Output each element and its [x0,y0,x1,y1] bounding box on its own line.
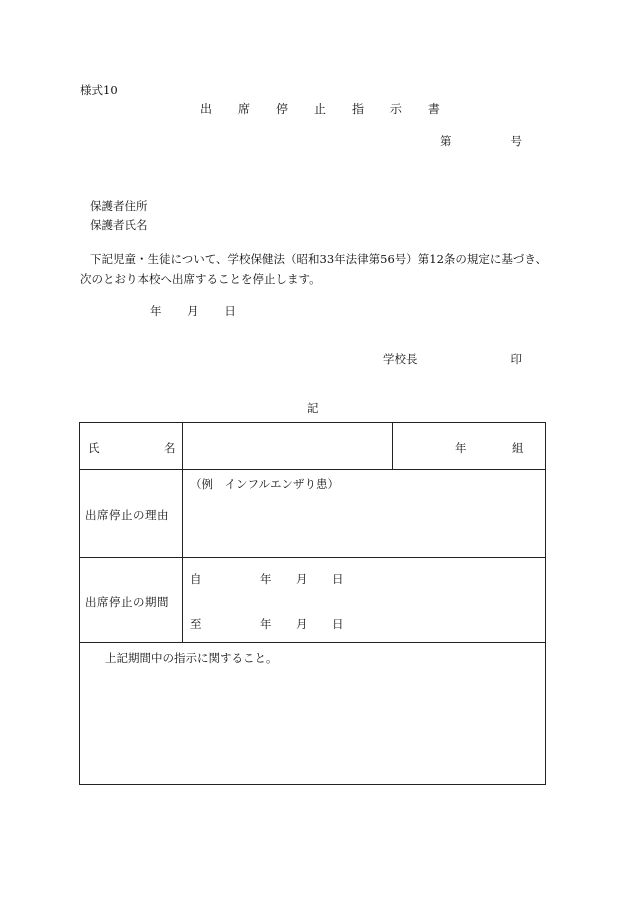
to-label: 至 [190,617,202,631]
body-line-2: 次のとおり本校へ出席することを停止します。 [80,272,321,286]
form-table [79,422,546,785]
row-divider [80,642,545,643]
from-month: 月 [296,572,308,586]
date-month: 月 [187,304,199,318]
to-month: 月 [296,617,308,631]
period-label: 出席停止の期間 [85,595,169,609]
grade-label: 年 [455,441,467,455]
principal-signature [383,351,522,367]
guardian-name-label: 保護者氏名 [90,218,148,232]
date-year: 年 [150,304,162,318]
document-title [200,100,440,117]
date-day: 日 [224,304,236,318]
from-label: 自 [190,572,202,586]
title-char: 席 [237,102,250,116]
name-label-1: 氏 [88,441,100,455]
body-line-1: 下記児童・生徒について、学校保健法（昭和33年法律第56号）第12条の規定に基づき、 [90,252,547,266]
seal-mark: 印 [510,352,522,366]
title-char: 指 [351,102,364,116]
class-label: 組 [512,441,524,455]
from-year: 年 [260,572,272,586]
row-divider [80,557,545,558]
reason-label: 出席停止の理由 [85,508,169,522]
row-divider [80,469,545,470]
body-paragraph [80,249,547,289]
title-char: 停 [275,102,288,116]
column-divider [392,423,393,469]
title-char: 止 [313,102,326,116]
form-code: 様式10 [80,83,118,97]
student-name-field[interactable] [183,424,391,468]
principal-label: 学校長 [383,352,418,366]
from-day: 日 [332,572,344,586]
ki-heading: 記 [307,401,319,415]
instruction-label: 上記期間中の指示に関すること。 [105,651,278,665]
number-prefix: 第 [440,134,452,148]
to-year: 年 [260,617,272,631]
title-char: 示 [389,102,402,116]
to-day: 日 [332,617,344,631]
guardian-address-label: 保護者住所 [90,199,148,213]
issue-date [150,303,258,319]
document-number [440,133,522,149]
title-char: 書 [427,102,440,116]
reason-example: （例 インフルエンザり患） [190,477,340,491]
name-label-2: 名 [164,441,176,455]
title-char: 出 [200,102,213,116]
number-suffix: 号 [510,134,522,148]
